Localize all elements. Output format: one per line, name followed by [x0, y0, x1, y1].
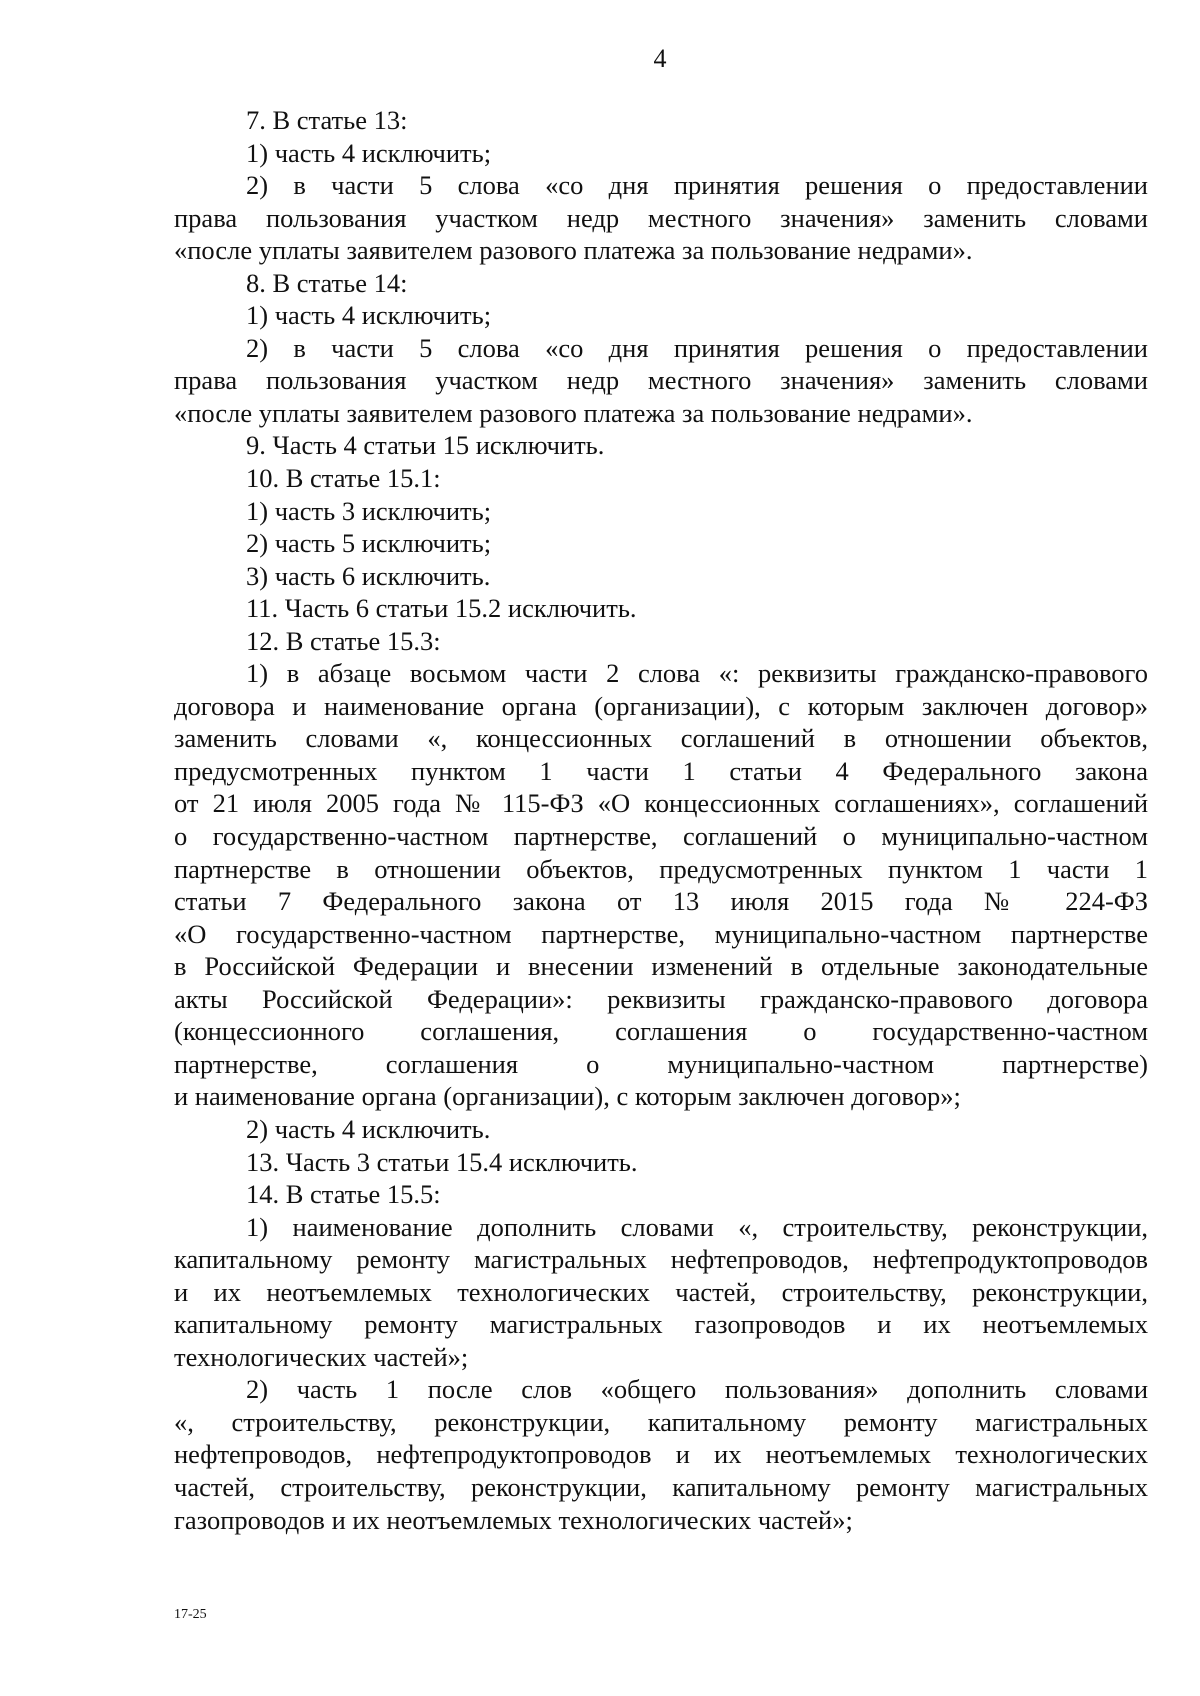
- item-12-sub-2: 2) часть 4 исключить.: [246, 1113, 491, 1144]
- paragraph-line: партнерстве в отношении объектов, предусмотренных пунктом 1 части 1: [174, 853, 1148, 884]
- item-7-sub-1: 1) часть 4 исключить;: [246, 137, 492, 168]
- item-9: 9. Часть 4 статьи 15 исключить.: [246, 430, 605, 461]
- paragraph-line: «после уплаты заявителем разового платежа за пользование недрами».: [174, 235, 973, 266]
- item-14-heading: 14. В статье 15.5:: [246, 1179, 441, 1210]
- paragraph-line: статьи 7 Федерального закона от 13 июля 2015 года № 224-ФЗ: [174, 886, 1148, 917]
- paragraph-line: договора и наименование органа (организации), с которым заключен договор»: [174, 690, 1148, 721]
- item-12-sub-1: [174, 657, 1148, 1113]
- paragraph-line: 2) в части 5 слова «со дня принятия решения о предоставлении: [246, 170, 1148, 201]
- item-11: 11. Часть 6 статьи 15.2 исключить.: [246, 593, 637, 624]
- paragraph-line: технологических частей»;: [174, 1341, 469, 1372]
- paragraph-line: и наименование органа (организации), с которым заключен договор»;: [174, 1081, 961, 1112]
- item-8-sub-1: 1) часть 4 исключить;: [246, 300, 492, 331]
- paragraph-line: газопроводов и их неотъемлемых технологических частей»;: [174, 1504, 853, 1535]
- item-8-heading: 8. В статье 14:: [246, 267, 408, 298]
- item-10-sub-2: 2) часть 5 исключить;: [246, 528, 492, 559]
- paragraph-line: капитальному ремонту магистральных газопроводов и их неотъемлемых: [174, 1309, 1148, 1340]
- item-10-sub-3: 3) часть 6 исключить.: [246, 560, 491, 591]
- paragraph-line: нефтепроводов, нефтепродуктопроводов и их неотъемлемых технологических: [174, 1439, 1148, 1470]
- item-10-heading: 10. В статье 15.1:: [246, 463, 441, 494]
- paragraph-line: права пользования участком недр местного значения» заменить словами: [174, 202, 1148, 233]
- paragraph-line: капитальному ремонту магистральных нефтепроводов, нефтепродуктопроводов: [174, 1244, 1148, 1275]
- paragraph-line: «О государственно-частном партнерстве, муниципально-частном партнерстве: [174, 918, 1148, 949]
- paragraph-line: частей, строительству, реконструкции, капитальному ремонту магистральных: [174, 1471, 1148, 1502]
- paragraph-line: акты Российской Федерации»: реквизиты гражданско-правового договора: [174, 983, 1148, 1014]
- paragraph-line: партнерстве, соглашения о муниципально-частном партнерстве): [174, 1048, 1148, 1079]
- paragraph-line: о государственно-частном партнерстве, соглашений о муниципально-частном: [174, 821, 1148, 852]
- paragraph-line: «, строительству, реконструкции, капитальному ремонту магистральных: [174, 1406, 1148, 1437]
- paragraph-line: предусмотренных пунктом 1 части 1 статьи 4 Федерального закона: [174, 755, 1148, 786]
- document-body: [174, 104, 1148, 1536]
- paragraph-line: (концессионного соглашения, соглашения о государственно-частном: [174, 1016, 1148, 1047]
- item-8-sub-2: [174, 332, 1148, 430]
- item-14-sub-1: [174, 1211, 1148, 1374]
- paragraph-line: 2) часть 1 после слов «общего пользования» дополнить словами: [246, 1374, 1148, 1405]
- item-7-sub-2: [174, 169, 1148, 267]
- document-code: 17-25: [174, 1607, 207, 1622]
- item-13: 13. Часть 3 статьи 15.4 исключить.: [246, 1146, 638, 1177]
- item-7-heading: 7. В статье 13:: [246, 105, 408, 135]
- paragraph-line: права пользования участком недр местного значения» заменить словами: [174, 365, 1148, 396]
- paragraph-line: в Российской Федерации и внесении изменений в отдельные законодательные: [174, 951, 1148, 982]
- item-10-sub-1: 1) часть 3 исключить;: [246, 495, 492, 526]
- paragraph-line: и их неотъемлемых технологических частей, строительству, реконструкции,: [174, 1276, 1148, 1307]
- paragraph-line: заменить словами «, концессионных соглашений в отношении объектов,: [174, 723, 1148, 754]
- paragraph-line: «после уплаты заявителем разового платежа за пользование недрами».: [174, 397, 973, 428]
- page-number: 4: [653, 44, 667, 73]
- paragraph-line: 1) в абзаце восьмом части 2 слова «: реквизиты гражданско-правового: [246, 658, 1148, 689]
- paragraph-line: от 21 июля 2005 года № 115-ФЗ «О концессионных соглашениях», соглашений: [174, 788, 1148, 819]
- item-12-heading: 12. В статье 15.3:: [246, 625, 441, 656]
- item-14-sub-2: [174, 1373, 1148, 1536]
- paragraph-line: 2) в части 5 слова «со дня принятия решения о предоставлении: [246, 332, 1148, 363]
- paragraph-line: 1) наименование дополнить словами «, строительству, реконструкции,: [246, 1211, 1148, 1242]
